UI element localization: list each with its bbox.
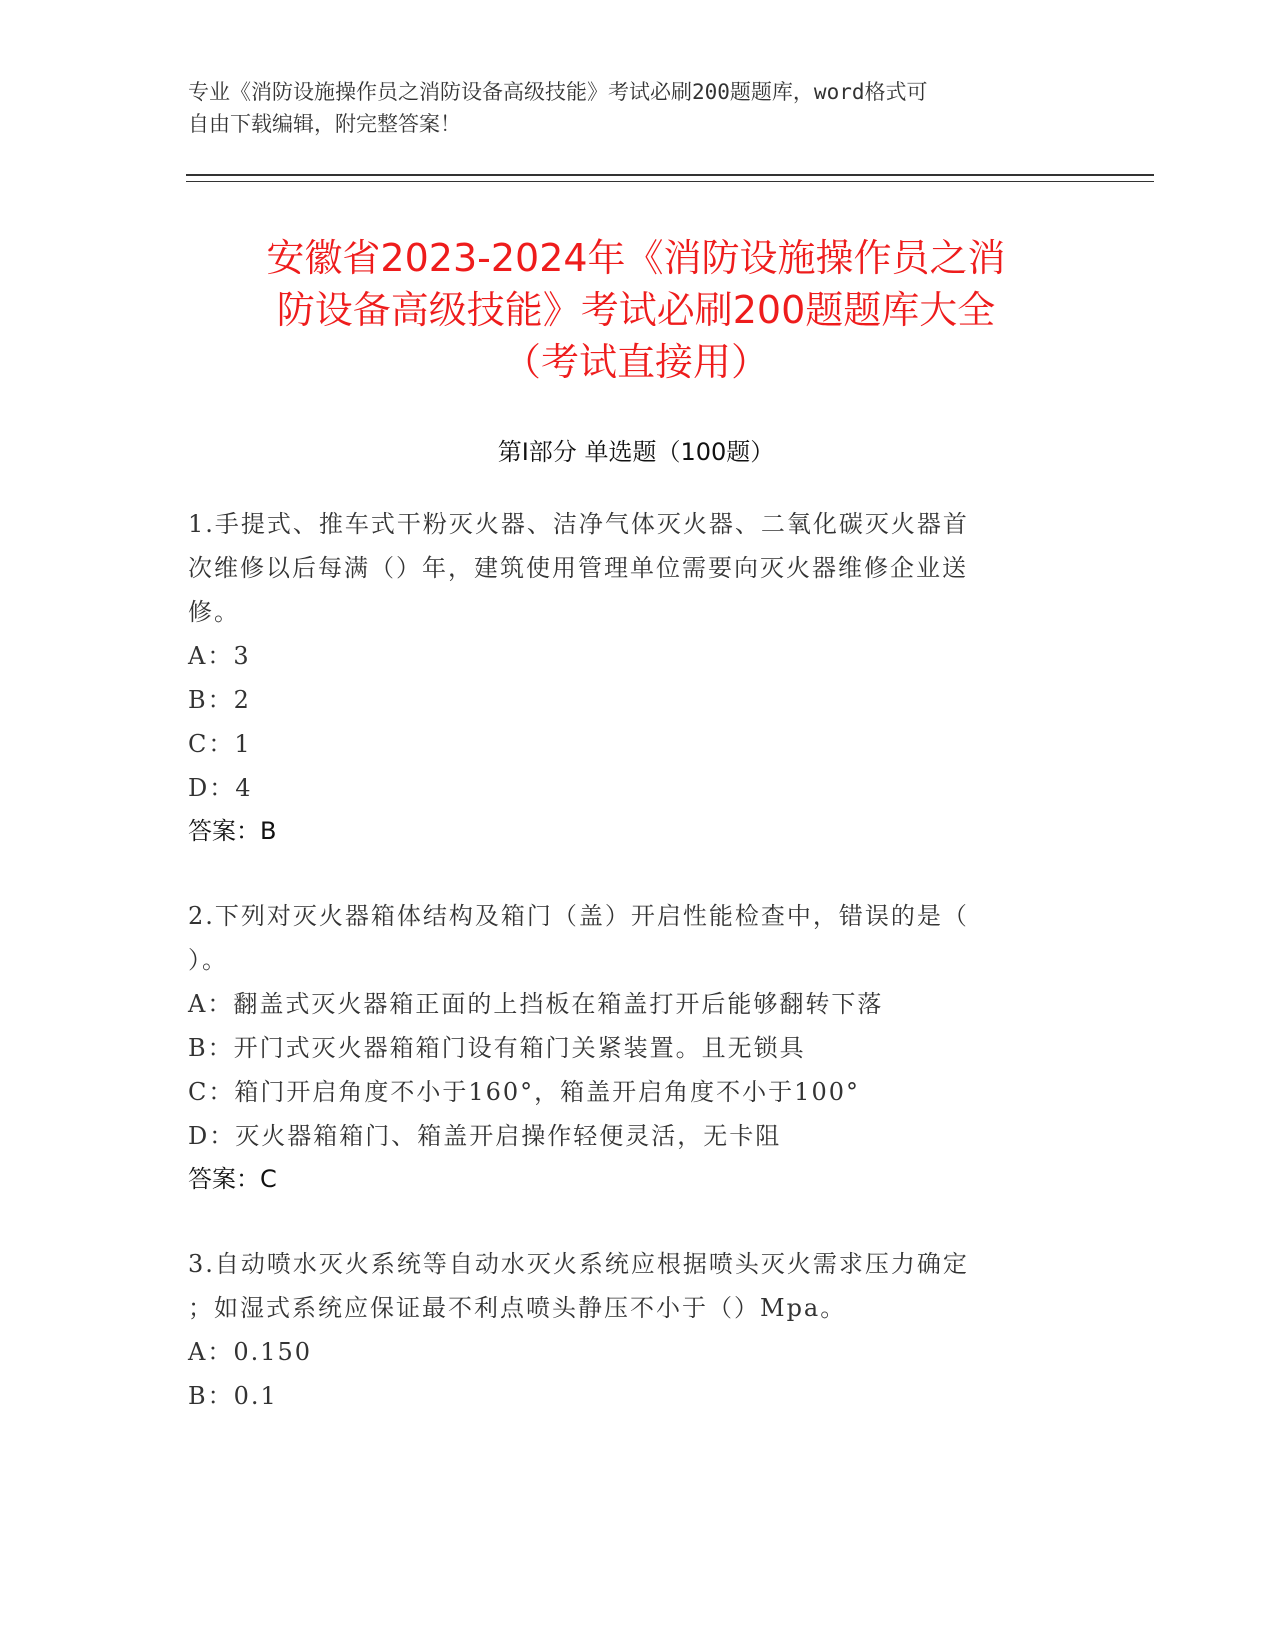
option-c: C：箱门开启角度不小于160°，箱盖开启角度不小于100°	[188, 1078, 860, 1106]
option-b: B：2	[188, 686, 251, 714]
document-title	[186, 232, 1086, 388]
option-b: B：开门式灭火器箱箱门设有箱门关紧装置。且无锁具	[188, 1034, 806, 1062]
question-stem: ；如湿式系统应保证最不利点喷头静压不小于（）Mpa。	[188, 1294, 847, 1322]
option-d: D：4	[188, 774, 253, 802]
option-d: D：灭火器箱箱门、箱盖开启操作轻便灵活，无卡阻	[188, 1122, 782, 1150]
question-stem: 次维修以后每满（）年，建筑使用管理单位需要向灭火器维修企业送	[188, 554, 968, 582]
title-line: 防设备高级技能》考试必刷200题题库大全	[276, 288, 996, 332]
header-divider	[186, 181, 1154, 182]
option-a: A：0.150	[188, 1338, 313, 1366]
answer: 答案：C	[188, 1165, 277, 1193]
question-stem: 2.下列对灭火器箱体结构及箱门（盖）开启性能检查中，错误的是（	[188, 902, 969, 930]
section-title: 第Ⅰ部分 单选题（100题）	[497, 438, 775, 466]
question-stem: 1.手提式、推车式干粉灭火器、洁净气体灭火器、二氧化碳灭火器首	[188, 510, 969, 538]
header-note	[188, 76, 1068, 140]
option-a: A：翻盖式灭火器箱正面的上挡板在箱盖打开后能够翻转下落	[188, 990, 884, 1018]
option-b: B：0.1	[188, 1382, 278, 1410]
option-c: C：1	[188, 730, 252, 758]
answer: 答案：B	[188, 817, 277, 845]
header-divider	[186, 174, 1154, 176]
question-stem: 3.自动喷水灭火系统等自动水灭火系统应根据喷头灭火需求压力确定	[188, 1250, 969, 1278]
option-a: A：3	[188, 642, 251, 670]
header-note-line: 自由下载编辑，附完整答案！	[188, 112, 461, 136]
title-line: 安徽省2023-2024年《消防设施操作员之消	[266, 236, 1006, 280]
header-note-line: 专业《消防设施操作员之消防设备高级技能》考试必刷200题题库，word格式可	[188, 80, 928, 104]
question-stem: ）。	[188, 946, 228, 974]
question-stem: 修。	[188, 598, 240, 626]
title-line: （考试直接用）	[502, 340, 769, 384]
